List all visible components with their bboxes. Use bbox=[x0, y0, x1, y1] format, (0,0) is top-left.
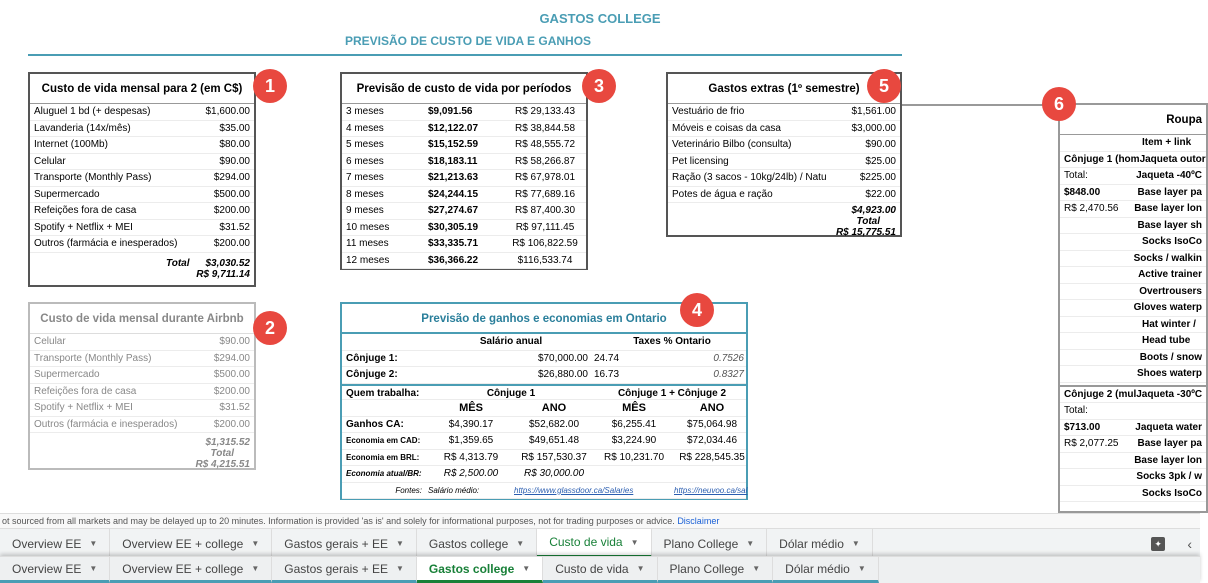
spouse1-tax[interactable]: 24.74 bbox=[594, 352, 620, 364]
table-row bbox=[342, 154, 586, 171]
sheet-tab-label: Overview EE + college bbox=[122, 561, 244, 576]
clothing-owner[interactable] bbox=[1064, 333, 1142, 349]
table-row bbox=[1060, 168, 1206, 185]
total-brl[interactable]: R$ 9,711.14 bbox=[196, 268, 250, 280]
row-value[interactable]: $80.00 bbox=[219, 139, 250, 150]
sheet-tab[interactable] bbox=[537, 529, 651, 558]
clothing-owner[interactable] bbox=[1064, 469, 1136, 485]
row-value[interactable]: $200.00 bbox=[213, 238, 250, 249]
clothing-item[interactable]: Socks / walkin bbox=[1133, 252, 1202, 264]
period-cad[interactable]: $27,274.67 bbox=[428, 205, 479, 216]
period-brl[interactable]: R$ 77,689.16 bbox=[514, 188, 576, 200]
chevron-down-icon[interactable]: ▼ bbox=[395, 564, 404, 573]
salary-header: Salário anual bbox=[479, 336, 543, 347]
fontes-salary: Salário médio: bbox=[428, 485, 480, 495]
clothing-owner[interactable] bbox=[1064, 300, 1134, 316]
disclaimer-bar bbox=[0, 513, 1200, 528]
table-row bbox=[30, 104, 254, 121]
sheet-tabs-bar-secondary bbox=[0, 556, 1200, 583]
total-label: Total bbox=[210, 448, 234, 459]
disclaimer-text: ot sourced from all markets and may be delayed up to 20 minutes. Information is provided 'as is' and solely for informational purposes, not for trading purposes or advice. bbox=[2, 516, 675, 526]
sheet-tab-label: Plano College bbox=[663, 536, 739, 551]
ano-header: ANO bbox=[699, 402, 725, 414]
row-label: Aluguel 1 bd (+ despesas) bbox=[34, 106, 151, 117]
row-label: Supermercado bbox=[34, 188, 100, 200]
table-row bbox=[1060, 469, 1206, 486]
table-row bbox=[668, 170, 900, 187]
box-title: Custo de vida mensal durante Airbnb bbox=[30, 304, 254, 334]
clothing-owner[interactable]: Cônjuge 1 (hom bbox=[1064, 153, 1140, 165]
spouse2-pct[interactable]: 0.8327 bbox=[713, 369, 744, 380]
connector-line bbox=[902, 104, 1058, 106]
clothing-owner[interactable] bbox=[1064, 317, 1142, 333]
row-value[interactable]: $200.00 bbox=[213, 418, 250, 430]
table-row bbox=[30, 121, 254, 138]
chevron-down-icon[interactable]: ▼ bbox=[636, 564, 645, 573]
cell[interactable]: $4,390.17 bbox=[448, 418, 494, 430]
total-cad[interactable]: $4,923.00 bbox=[851, 205, 896, 216]
clothing-item[interactable]: Jaqueta -30ºC bbox=[1136, 388, 1203, 400]
row-value[interactable]: $90.00 bbox=[219, 155, 250, 167]
period-label: 11 meses bbox=[346, 238, 389, 249]
clothing-owner[interactable] bbox=[1064, 284, 1139, 300]
total-brl[interactable]: R$ 4,215.51 bbox=[195, 459, 250, 470]
table-row bbox=[1060, 420, 1206, 437]
row-value[interactable]: $500.00 bbox=[213, 188, 250, 200]
clothing-owner[interactable]: $713.00 bbox=[1064, 421, 1101, 433]
period-cad[interactable]: $36,366.22 bbox=[428, 254, 479, 266]
clothing-item[interactable]: Base layer lon bbox=[1134, 203, 1202, 214]
table-row bbox=[1060, 350, 1206, 367]
clothing-item[interactable]: Gloves waterp bbox=[1133, 302, 1202, 313]
table-row bbox=[342, 187, 586, 204]
chevron-down-icon[interactable]: ▼ bbox=[516, 539, 525, 548]
table-row bbox=[30, 384, 254, 401]
table-row bbox=[1060, 436, 1206, 453]
cell[interactable]: $72,034.46 bbox=[686, 435, 738, 446]
total-label: Total bbox=[165, 257, 190, 269]
row-value[interactable]: $31.52 bbox=[219, 402, 250, 413]
box-title: Custo de vida mensal para 2 (em C$) bbox=[30, 74, 254, 104]
cell[interactable]: R$ 4,313.79 bbox=[443, 451, 499, 463]
clothing-item[interactable]: Socks 3pk / w bbox=[1136, 471, 1202, 482]
chevron-down-icon[interactable]: ▼ bbox=[522, 564, 531, 573]
sheet-tab[interactable] bbox=[417, 557, 543, 583]
who-both: Cônjuge 1 + Cônjuge 2 bbox=[617, 387, 727, 399]
ano-header: ANO bbox=[541, 402, 567, 414]
chevron-down-icon[interactable]: ▼ bbox=[89, 564, 98, 573]
badge-2: 2 bbox=[253, 311, 287, 345]
chevron-down-icon[interactable]: ▼ bbox=[857, 564, 866, 573]
table-row bbox=[1060, 234, 1206, 251]
row-value[interactable]: $3,000.00 bbox=[851, 122, 896, 134]
clothing-owner[interactable] bbox=[1064, 366, 1137, 382]
box-title: Roupa bbox=[1060, 105, 1206, 135]
chevron-down-icon[interactable]: ▼ bbox=[630, 537, 639, 547]
row-value[interactable]: $25.00 bbox=[865, 155, 896, 167]
period-brl[interactable]: R$ 67,978.01 bbox=[514, 172, 576, 183]
mes-header: MÊS bbox=[459, 402, 483, 414]
table-row bbox=[1060, 403, 1206, 420]
table-row bbox=[342, 170, 586, 187]
period-label: 4 meses bbox=[346, 122, 384, 134]
column-header: Item + link bbox=[1142, 137, 1192, 148]
cell[interactable]: R$ 10,231.70 bbox=[603, 451, 665, 463]
cell[interactable]: $1,359.65 bbox=[448, 435, 494, 446]
page-title: GASTOS COLLEGE bbox=[539, 11, 661, 26]
chevron-down-icon[interactable]: ▼ bbox=[395, 539, 404, 548]
chevron-left-icon[interactable]: ‹ bbox=[1187, 535, 1192, 552]
period-brl[interactable]: $116,533.74 bbox=[517, 254, 573, 266]
table-row bbox=[1060, 333, 1206, 350]
clothing-owner[interactable]: R$ 2,077.25 bbox=[1064, 438, 1119, 449]
period-brl[interactable]: R$ 29,133.43 bbox=[514, 106, 576, 117]
chevron-down-icon[interactable]: ▼ bbox=[251, 539, 260, 548]
table-row bbox=[342, 121, 586, 138]
sheet-tab-label: Gastos gerais + EE bbox=[284, 561, 388, 576]
clothing-item[interactable]: Jaqueta outor bbox=[1139, 153, 1206, 165]
row-label: Móveis e coisas da casa bbox=[672, 122, 781, 134]
total-cad[interactable]: $1,315.52 bbox=[205, 437, 250, 448]
row-label: Refeições fora de casa bbox=[34, 385, 137, 397]
period-brl[interactable]: R$ 106,822.59 bbox=[512, 238, 578, 249]
sheet-tab[interactable] bbox=[110, 529, 272, 558]
row-value[interactable]: $1,600.00 bbox=[205, 106, 250, 117]
clothing-owner[interactable] bbox=[1064, 486, 1142, 502]
clothing-item[interactable]: Jaqueta -40ºC bbox=[1136, 170, 1202, 181]
box-title: Gastos extras (1º semestre) bbox=[668, 74, 900, 104]
table-row bbox=[30, 187, 254, 204]
clothing-owner[interactable] bbox=[1064, 267, 1138, 283]
table-row bbox=[1060, 486, 1206, 503]
glassdoor-link[interactable]: https://www.glassdoor.ca/Salaries bbox=[514, 485, 634, 495]
period-cad[interactable]: $24,244.15 bbox=[428, 188, 479, 200]
clothing-item[interactable] bbox=[1142, 403, 1202, 419]
clothing-item[interactable]: Overtrousers bbox=[1139, 285, 1202, 297]
table-row bbox=[30, 170, 254, 187]
spouse2-tax[interactable]: 16.73 bbox=[594, 369, 620, 380]
table-row bbox=[1060, 317, 1206, 334]
table-row bbox=[342, 220, 586, 237]
clothing-box bbox=[1058, 103, 1208, 513]
period-cad[interactable]: $12,122.07 bbox=[428, 122, 479, 134]
title-rule bbox=[28, 54, 902, 56]
clothing-item[interactable]: Base layer pa bbox=[1137, 438, 1202, 449]
row-label: Transporte (Monthly Pass) bbox=[34, 352, 152, 364]
brl-label: Economia em BRL: bbox=[346, 452, 420, 462]
period-brl[interactable]: R$ 87,400.30 bbox=[514, 205, 576, 216]
cell[interactable]: R$ 2,500.00 bbox=[443, 468, 499, 479]
page-subtitle: PREVISÃO DE CUSTO DE VIDA E GANHOS bbox=[345, 34, 592, 48]
sheet-tabs-bar bbox=[0, 528, 1200, 558]
airbnb-cost-box bbox=[28, 302, 256, 470]
table-row bbox=[1060, 300, 1206, 317]
row-label: Refeições fora de casa bbox=[34, 205, 137, 216]
sheet-tab[interactable] bbox=[272, 557, 417, 583]
disclaimer-link[interactable]: Disclaimer bbox=[677, 516, 720, 526]
row-label: Veterinário Bilbo (consulta) bbox=[672, 139, 792, 150]
period-label: 10 meses bbox=[346, 221, 390, 233]
spouse1-pct[interactable]: 0.7526 bbox=[713, 352, 744, 364]
row-label: Lavanderia (14x/mês) bbox=[34, 122, 131, 134]
chevron-down-icon[interactable]: ▼ bbox=[251, 564, 260, 573]
clothing-owner[interactable]: Total: bbox=[1064, 405, 1088, 416]
clothing-owner[interactable] bbox=[1064, 251, 1134, 267]
spouse1-label: Cônjuge 1: bbox=[346, 352, 398, 364]
table-row bbox=[342, 236, 586, 253]
cell[interactable]: R$ 157,530.37 bbox=[521, 451, 587, 463]
table-row bbox=[1060, 218, 1206, 235]
sheet-tab[interactable] bbox=[658, 557, 774, 583]
neuvoo-link[interactable]: https://neuvoo.ca/sal bbox=[674, 485, 748, 495]
period-label: 5 meses bbox=[346, 139, 384, 150]
explore-icon[interactable]: ✦ bbox=[1151, 537, 1165, 551]
sheet-tab-label: Custo de vida bbox=[555, 561, 629, 576]
table-row bbox=[1060, 366, 1206, 383]
badge-4: 4 bbox=[680, 293, 714, 327]
table-row bbox=[668, 154, 900, 171]
sheet-tab[interactable] bbox=[417, 529, 537, 558]
period-cad[interactable]: $33,335.71 bbox=[428, 238, 479, 249]
row-value[interactable]: $294.00 bbox=[213, 352, 250, 364]
spouse1-salary[interactable]: $70,000.00 bbox=[537, 352, 588, 364]
sheet-tab[interactable] bbox=[652, 529, 768, 558]
mes-header: MÊS bbox=[622, 402, 646, 414]
row-label: Outros (farmácia e inesperados) bbox=[34, 418, 178, 430]
clothing-item[interactable]: Hat winter / bbox=[1142, 318, 1196, 330]
table-row bbox=[342, 253, 586, 270]
sheet-tab[interactable] bbox=[272, 529, 417, 558]
clothing-item[interactable]: Base layer pa bbox=[1137, 186, 1202, 198]
clothing-owner[interactable]: Total: bbox=[1064, 170, 1088, 181]
cell[interactable]: $6,255.41 bbox=[611, 418, 657, 430]
cell[interactable]: R$ 228,545.35 bbox=[679, 451, 745, 463]
row-label: Celular bbox=[34, 336, 66, 347]
row-value[interactable]: $225.00 bbox=[859, 172, 896, 183]
sheet-tab-label: Overview EE bbox=[12, 561, 82, 576]
table-row bbox=[668, 121, 900, 138]
table-row bbox=[1060, 267, 1206, 284]
cell[interactable]: $3,224.90 bbox=[611, 435, 657, 446]
table-row bbox=[342, 137, 586, 154]
clothing-item[interactable]: Active trainer bbox=[1138, 269, 1202, 280]
table-row bbox=[1060, 201, 1206, 218]
clothing-item[interactable]: Shoes waterp bbox=[1136, 368, 1202, 379]
table-row bbox=[30, 367, 254, 384]
table-row bbox=[342, 104, 586, 121]
period-cad[interactable]: $30,305.19 bbox=[428, 221, 479, 233]
clothing-owner[interactable] bbox=[1064, 234, 1142, 250]
cell[interactable]: $52,682.00 bbox=[528, 418, 580, 430]
row-label: Ração (3 sacos - 10kg/24lb) / Natu bbox=[672, 172, 827, 183]
clothing-item[interactable]: Base layer lon bbox=[1134, 454, 1202, 466]
table-row bbox=[30, 203, 254, 220]
table-row bbox=[1060, 152, 1206, 169]
period-cad[interactable]: $21,213.63 bbox=[428, 172, 479, 183]
table-row bbox=[1060, 284, 1206, 301]
clothing-item[interactable]: Socks IsoCo bbox=[1141, 236, 1202, 247]
row-value[interactable]: $90.00 bbox=[865, 139, 896, 150]
period-forecast-box bbox=[340, 72, 588, 270]
table-row bbox=[30, 417, 254, 434]
sheet-tab[interactable] bbox=[110, 557, 272, 583]
period-brl[interactable]: R$ 38,844.58 bbox=[514, 122, 576, 134]
box-title: Previsão de custo de vida por períodos bbox=[342, 74, 586, 104]
row-label: Supermercado bbox=[34, 369, 100, 380]
table-row bbox=[30, 351, 254, 368]
period-label: 3 meses bbox=[346, 106, 384, 117]
period-cad[interactable]: $9,091.56 bbox=[428, 106, 473, 117]
clothing-item[interactable]: Socks IsoCo bbox=[1141, 487, 1202, 499]
period-cad[interactable]: $18,183.11 bbox=[428, 155, 478, 167]
clothing-item[interactable]: Boots / snow bbox=[1139, 351, 1202, 363]
period-label: 7 meses bbox=[346, 172, 384, 183]
table-row bbox=[1060, 251, 1206, 268]
badge-5: 5 bbox=[867, 69, 901, 103]
row-value[interactable]: $90.00 bbox=[219, 336, 250, 347]
sheet-tab-label: Gastos gerais + EE bbox=[284, 536, 388, 551]
table-row bbox=[1060, 185, 1206, 202]
chevron-down-icon[interactable]: ▼ bbox=[752, 564, 761, 573]
cad-label: Economia em CAD: bbox=[346, 436, 421, 445]
chevron-down-icon[interactable]: ▼ bbox=[851, 539, 860, 548]
row-label: Potes de água e ração bbox=[672, 188, 773, 200]
row-label: Outros (farmácia e inesperados) bbox=[34, 238, 178, 249]
table-row bbox=[30, 334, 254, 351]
row-label: Vestuário de frio bbox=[672, 106, 745, 117]
box-title: Previsão de ganhos e economias em Ontario bbox=[342, 304, 746, 334]
table-row bbox=[342, 203, 586, 220]
atual-label: Economia atual/BR: bbox=[346, 469, 422, 478]
clothing-item[interactable]: Base layer sh bbox=[1137, 219, 1202, 231]
total-brl[interactable]: R$ 15,775.51 bbox=[835, 227, 896, 238]
period-label: 8 meses bbox=[346, 188, 384, 200]
who-label: Quem trabalha: bbox=[346, 387, 420, 399]
chevron-down-icon[interactable]: ▼ bbox=[89, 539, 98, 548]
row-label: Internet (100Mb) bbox=[34, 139, 108, 150]
row-label: Spotify + Netflix + MEI bbox=[34, 221, 133, 233]
table-row bbox=[30, 137, 254, 154]
cost-of-living-box bbox=[28, 72, 256, 287]
period-brl[interactable]: R$ 48,555.72 bbox=[514, 139, 576, 150]
row-label: Pet licensing bbox=[672, 155, 729, 167]
clothing-item[interactable]: Jaqueta water bbox=[1135, 421, 1202, 433]
badge-6: 6 bbox=[1042, 87, 1076, 121]
row-value[interactable]: $1,561.00 bbox=[851, 106, 896, 117]
period-label: 9 meses bbox=[346, 205, 384, 216]
sheet-tab-label: Gastos college bbox=[428, 561, 515, 576]
table-row bbox=[1060, 387, 1206, 404]
row-label: Spotify + Netflix + MEI bbox=[34, 402, 133, 413]
clothing-owner[interactable] bbox=[1064, 350, 1140, 366]
sheet-tab-label: Dólar médio bbox=[779, 536, 844, 551]
who-spouse1: Cônjuge 1 bbox=[486, 387, 536, 399]
earnings-box bbox=[340, 302, 748, 500]
spouse2-salary[interactable]: $26,880.00 bbox=[537, 369, 588, 380]
table-row bbox=[30, 154, 254, 171]
clothing-owner[interactable] bbox=[1064, 453, 1134, 469]
row-label: Celular bbox=[34, 155, 66, 167]
fontes-label: Fontes: bbox=[395, 485, 422, 495]
clothing-owner[interactable]: R$ 2,470.56 bbox=[1064, 203, 1119, 214]
row-value[interactable]: $500.00 bbox=[213, 369, 250, 380]
sheet-tab-label: Gastos college bbox=[428, 536, 509, 551]
table-row bbox=[30, 400, 254, 417]
table-row bbox=[30, 236, 254, 253]
sheet-tab-label: Overview EE bbox=[12, 536, 82, 551]
clothing-owner[interactable] bbox=[1064, 218, 1138, 234]
sheet-tab[interactable] bbox=[0, 557, 110, 583]
ganhos-label: Ganhos CA: bbox=[346, 418, 404, 430]
sheet-tab-label: Plano College bbox=[669, 561, 745, 576]
row-value[interactable]: $31.52 bbox=[219, 221, 250, 233]
table-row bbox=[668, 187, 900, 204]
row-value[interactable]: $294.00 bbox=[213, 172, 250, 183]
cell[interactable]: $49,651.48 bbox=[528, 435, 580, 446]
badge-3: 3 bbox=[582, 69, 616, 103]
chevron-down-icon[interactable]: ▼ bbox=[746, 539, 755, 548]
period-brl[interactable]: R$ 58,266.87 bbox=[514, 155, 576, 167]
period-brl[interactable]: R$ 97,111.45 bbox=[515, 221, 575, 233]
row-value[interactable]: $200.00 bbox=[213, 385, 250, 397]
cell[interactable]: R$ 30,000.00 bbox=[523, 468, 585, 479]
sheet-tab-label: Custo de vida bbox=[549, 535, 623, 549]
period-cad[interactable]: $15,152.59 bbox=[428, 139, 479, 150]
table-row bbox=[1060, 453, 1206, 470]
row-value[interactable]: $35.00 bbox=[219, 122, 250, 134]
sheet-tab-label: Dólar médio bbox=[785, 561, 850, 576]
row-value[interactable]: $200.00 bbox=[213, 205, 250, 216]
taxes-header: Taxes % Ontario bbox=[633, 336, 711, 347]
sheet-tab[interactable] bbox=[0, 529, 110, 558]
period-label: 12 meses bbox=[346, 254, 390, 266]
sheet-tab-label: Overview EE + college bbox=[122, 536, 244, 551]
clothing-owner[interactable]: $848.00 bbox=[1064, 186, 1101, 198]
extra-costs-box bbox=[666, 72, 902, 237]
row-label: Transporte (Monthly Pass) bbox=[34, 172, 152, 183]
table-row bbox=[668, 137, 900, 154]
badge-1: 1 bbox=[253, 69, 287, 103]
table-row bbox=[668, 104, 900, 121]
total-label: Total bbox=[856, 216, 880, 227]
clothing-item[interactable]: Head tube bbox=[1142, 335, 1191, 346]
row-value[interactable]: $22.00 bbox=[865, 188, 896, 200]
period-label: 6 meses bbox=[346, 155, 384, 167]
total-cad[interactable]: $3,030.52 bbox=[205, 257, 250, 269]
spouse2-label: Cônjuge 2: bbox=[346, 369, 398, 380]
sheet-tab[interactable] bbox=[767, 529, 873, 558]
clothing-owner[interactable]: Cônjuge 2 (mul bbox=[1064, 388, 1137, 400]
cell[interactable]: $75,064.98 bbox=[686, 418, 738, 430]
table-row bbox=[30, 220, 254, 237]
sheet-tab[interactable] bbox=[543, 557, 657, 583]
sheet-tab[interactable] bbox=[773, 557, 879, 583]
